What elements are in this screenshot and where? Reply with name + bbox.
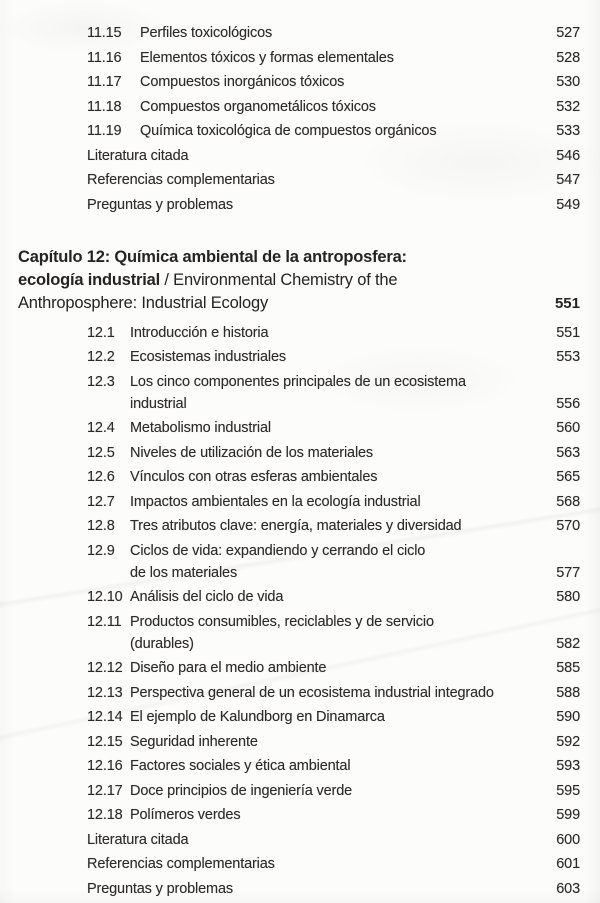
- section-title-line: Literatura citada: [87, 147, 189, 164]
- page-number: 601: [556, 856, 580, 872]
- section-title-line: Referencias complementarias: [87, 172, 275, 188]
- section-number: 12.5: [87, 444, 115, 461]
- section-title: [130, 442, 546, 464]
- section-number: 12.12: [87, 660, 123, 676]
- page-number: 580: [556, 589, 580, 605]
- chapter12-heading: [18, 246, 580, 315]
- section-number: 12.9: [87, 542, 115, 559]
- section-title: [130, 657, 546, 679]
- page-number: 560: [556, 420, 580, 436]
- section-title: [87, 169, 546, 191]
- section-title-line: (durables): [130, 635, 194, 652]
- section-title: [130, 586, 546, 608]
- page-number: 582: [556, 635, 580, 652]
- page-number: 546: [556, 147, 580, 164]
- toc-entry: [0, 706, 580, 728]
- page-number: 592: [556, 733, 580, 750]
- page-number: 570: [556, 518, 580, 534]
- toc-entry: [0, 96, 580, 118]
- chapter11-entries-list: [0, 22, 580, 216]
- section-title-line: Preguntas y problemas: [87, 196, 233, 213]
- page-number: 595: [556, 782, 580, 799]
- page-number: 553: [556, 349, 580, 365]
- section-title: [130, 371, 546, 415]
- toc-entry: [0, 586, 580, 608]
- chapter-page-number: 551: [554, 294, 580, 312]
- section-title-line: Metabolismo industrial: [130, 420, 271, 436]
- page-number: 549: [556, 196, 580, 213]
- toc-entry: [0, 755, 580, 777]
- page-number: 585: [556, 660, 580, 676]
- toc-entry: [0, 169, 580, 191]
- chapter-title-line: [18, 269, 555, 292]
- page-number: 588: [556, 684, 580, 701]
- toc-entry: [0, 346, 580, 368]
- section-number: 11.17: [87, 74, 122, 90]
- toc-entry: [0, 657, 580, 679]
- page-number: 533: [556, 123, 580, 139]
- section-title-line: Polímeros verdes: [130, 807, 241, 823]
- toc-entry: [0, 515, 580, 537]
- toc-entry: [0, 71, 580, 93]
- section-title-line: Los cinco componentes principales de un ecosistema: [130, 373, 466, 390]
- section-number: 12.17: [87, 782, 123, 799]
- section-title: [140, 71, 546, 93]
- page-number: 547: [556, 172, 580, 188]
- section-title: [130, 682, 546, 704]
- section-title: [140, 120, 546, 142]
- page-number: 551: [556, 324, 580, 341]
- toc-entry: [0, 540, 580, 584]
- page-number: 565: [556, 469, 580, 485]
- chapter12-entries-list: [0, 322, 580, 900]
- section-title-line: industrial: [130, 395, 187, 412]
- toc-entry: [0, 145, 580, 167]
- section-number: 11.18: [87, 98, 122, 115]
- toc-entry: [0, 731, 580, 753]
- page-number: 527: [556, 25, 580, 41]
- section-title-line: Elementos tóxicos y formas elementales: [140, 49, 394, 66]
- section-title-line: Productos consumibles, reciclables y de servicio: [130, 613, 434, 630]
- section-number: 11.15: [87, 25, 122, 41]
- section-title: [140, 96, 546, 118]
- section-title-line: Factores sociales y ética ambiental: [130, 758, 351, 774]
- section-title-line: Seguridad inherente: [130, 733, 258, 750]
- section-title-line: Niveles de utilización de los materiales: [130, 444, 374, 461]
- chapter-title-english: Anthroposphere: Industrial Ecology: [18, 293, 269, 312]
- section-title-line: Ciclos de vida: expandiendo y cerrando el ciclo: [130, 542, 426, 559]
- page-number: 556: [556, 395, 580, 412]
- section-title: [87, 194, 546, 216]
- section-title-line: Literatura citada: [87, 831, 189, 848]
- section-title: [130, 466, 546, 488]
- section-title-line: Preguntas y problemas: [87, 880, 233, 897]
- section-number: 12.4: [87, 420, 115, 436]
- toc-entry: [0, 878, 580, 900]
- page-number: 590: [556, 709, 580, 725]
- section-number: 11.16: [87, 49, 122, 66]
- section-title-line: Vínculos con otras esferas ambientales: [130, 469, 378, 485]
- chapter-title-line: [18, 292, 555, 315]
- toc-entry: [0, 682, 580, 704]
- page-number: 563: [556, 444, 580, 461]
- section-title-line: Química toxicológica de compuestos orgánicos: [140, 123, 437, 139]
- section-number: 12.1: [87, 324, 115, 341]
- section-number: 12.7: [87, 493, 115, 510]
- section-title-line: Tres atributos clave: energía, materiales y diversidad: [130, 518, 462, 534]
- section-title: [130, 417, 546, 439]
- chapter-title-line: [18, 246, 555, 269]
- page-number: 568: [556, 493, 580, 510]
- toc-entry: [0, 611, 580, 655]
- section-number: 11.19: [87, 123, 122, 139]
- toc-entry: [0, 120, 580, 142]
- toc-entry: [0, 804, 580, 826]
- toc-entry: [0, 417, 580, 439]
- toc-entry: [0, 194, 580, 216]
- section-title: [130, 515, 546, 537]
- toc-entry: [0, 322, 580, 344]
- section-number: 12.13: [87, 684, 123, 701]
- section-title-line: Diseño para el medio ambiente: [130, 660, 327, 676]
- toc-entry: [0, 853, 580, 875]
- page-number: 528: [556, 49, 580, 66]
- section-title: [130, 540, 546, 584]
- chapter-title-spanish: ecología industrial: [18, 270, 160, 289]
- section-number: 12.15: [87, 733, 123, 750]
- toc-entry: [0, 491, 580, 513]
- chapter-title-english: / Environmental Chemistry of the: [159, 270, 398, 289]
- section-title-line: Compuestos inorgánicos tóxicos: [140, 74, 345, 90]
- page-number: 599: [556, 807, 580, 823]
- section-title-line: Compuestos organometálicos tóxicos: [140, 98, 376, 115]
- chapter-title-spanish: Capítulo 12: Química ambiental de la antroposfera:: [18, 247, 407, 266]
- page-number: 603: [556, 880, 580, 897]
- page-number: 593: [556, 758, 580, 774]
- section-title: [87, 145, 546, 167]
- toc-entry: [0, 47, 580, 69]
- section-title: [130, 755, 546, 777]
- section-number: 12.8: [87, 518, 115, 534]
- section-title-line: Ecosistemas industriales: [130, 349, 286, 365]
- section-title: [130, 731, 546, 753]
- chapter12-title: [18, 246, 555, 315]
- section-title-line: de los materiales: [130, 564, 238, 581]
- section-title: [130, 804, 546, 826]
- section-number: 12.6: [87, 469, 115, 485]
- toc-entry: [0, 466, 580, 488]
- page-number: 532: [556, 98, 580, 115]
- page-number: 577: [556, 564, 580, 581]
- section-number: 12.10: [87, 589, 123, 605]
- section-number: 12.14: [87, 709, 123, 725]
- toc-entry: [0, 22, 580, 44]
- section-title: [87, 829, 546, 851]
- section-number: 12.2: [87, 349, 115, 365]
- section-title-line: Introducción e historia: [130, 324, 269, 341]
- toc-entry: [0, 829, 580, 851]
- section-title: [130, 611, 546, 655]
- page-number: 600: [556, 831, 580, 848]
- section-number: 12.11: [87, 613, 122, 630]
- section-title-line: Referencias complementarias: [87, 856, 275, 872]
- section-title-line: Doce principios de ingeniería verde: [130, 782, 353, 799]
- section-title-line: El ejemplo de Kalundborg en Dinamarca: [130, 709, 385, 725]
- toc-entry: [0, 371, 580, 415]
- section-number: 12.3: [87, 373, 115, 390]
- section-title: [130, 322, 546, 344]
- section-number: 12.18: [87, 807, 123, 823]
- section-title: [87, 878, 546, 900]
- section-title: [130, 346, 546, 368]
- page-number: 530: [556, 74, 580, 90]
- section-title: [140, 47, 546, 69]
- section-title: [130, 491, 546, 513]
- section-title: [130, 780, 546, 802]
- section-title: [130, 706, 546, 728]
- section-number: 12.16: [87, 758, 123, 774]
- section-title-line: Análisis del ciclo de vida: [130, 589, 284, 605]
- section-title: [140, 22, 546, 44]
- section-title-line: Perfiles toxicológicos: [140, 25, 273, 41]
- toc-entry: [0, 442, 580, 464]
- section-title-line: Perspectiva general de un ecosistema industrial integrado: [130, 684, 494, 701]
- section-title: [87, 853, 546, 875]
- section-title-line: Impactos ambientales en la ecología industrial: [130, 493, 421, 510]
- toc-entry: [0, 780, 580, 802]
